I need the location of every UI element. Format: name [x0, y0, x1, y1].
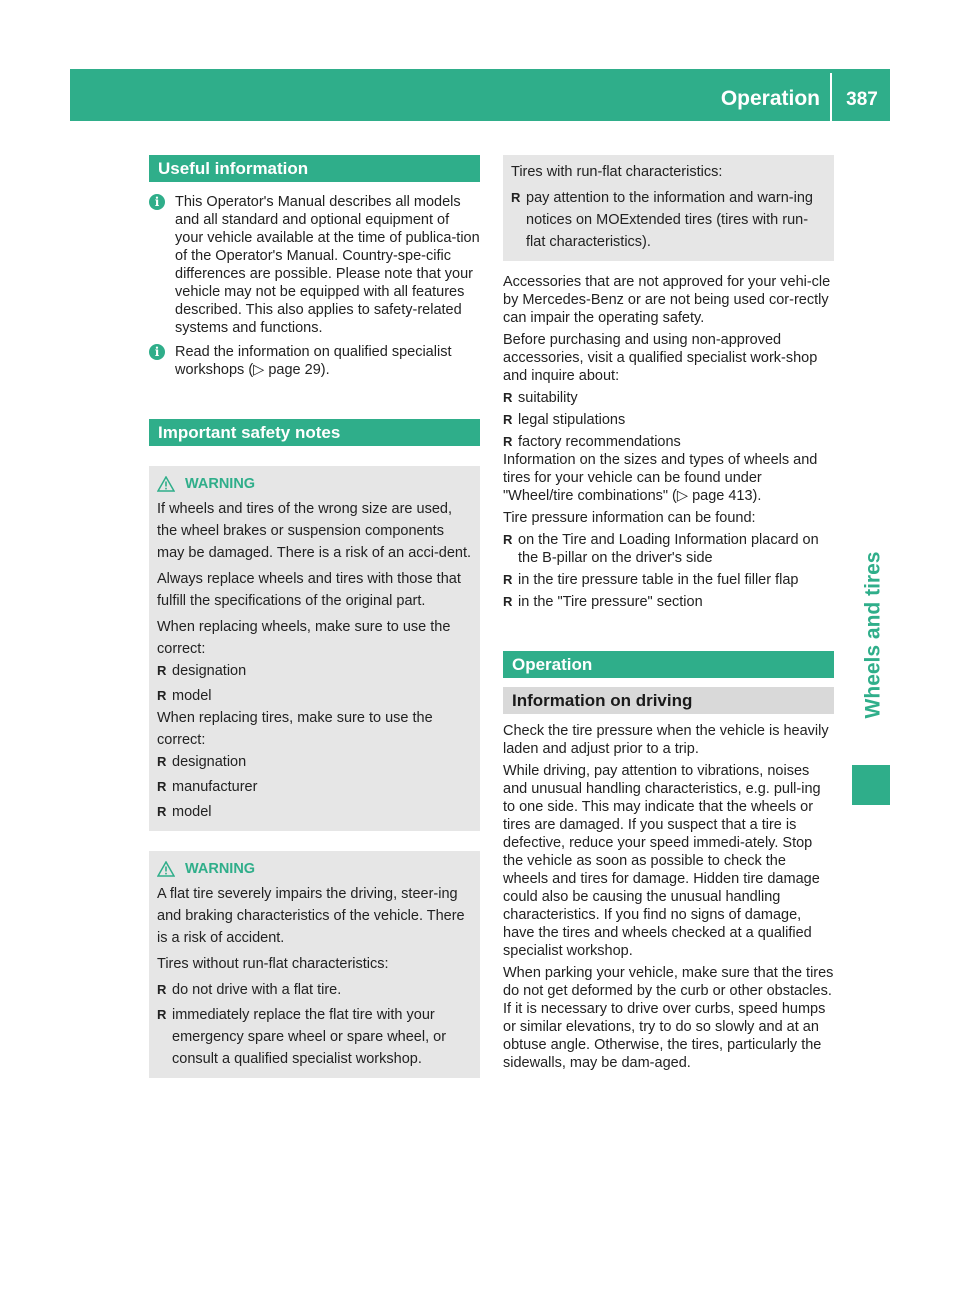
body-text: Tire pressure information can be found: [503, 510, 756, 526]
list-item: R suitability [503, 390, 578, 406]
bullet-list [157, 979, 472, 1070]
info-icon: i [149, 194, 165, 210]
warning-triangle-icon [157, 476, 175, 492]
chapter-marker-block [852, 765, 890, 805]
warning-title: WARNING [185, 861, 256, 877]
bullet-list [503, 531, 834, 611]
warning-text: Tires without run-flat characteristics: [157, 956, 389, 972]
list-item: R in the tire pressure table in the fuel filler flap [503, 572, 799, 588]
chapter-side-tab [855, 520, 891, 750]
list-item: R model [157, 688, 212, 704]
body-text: While driving, pay attention to vibrations, noises and unusual handling characteristics, e.g. pull-ing to one side. This may indicate that the wheels or tires are damaged. If you suspect that a tire is defective, reduce your speed immedi-ately. Stop the vehicle as soon as possible to check the wheels and tires for damage. Hidden tire damage could also be causing the unusual handling characteristics. If you find no signs of damage, have the tires and wheels checked at a qualified specialist workshop. [503, 763, 821, 959]
info-note [149, 193, 480, 337]
list-item: R legal stipulations [503, 412, 626, 428]
left-column [149, 155, 480, 1078]
body-text: Before purchasing and using non-approved accessories, visit a qualified specialist work-shop and inquire about: [503, 332, 818, 384]
body-text: Check the tire pressure when the vehicle is heavily laden and adjust prior to a trip. [503, 723, 829, 757]
warning-continuation-box [503, 155, 834, 261]
section-heading-useful-information: Useful information [149, 155, 480, 182]
warning-text: A flat tire severely impairs the driving, steer-ing and braking characteristics of the vehicle. There is a risk of accident. [157, 886, 465, 946]
box-text: Tires with run-flat characteristics: [511, 164, 723, 180]
info-icon: i [149, 344, 165, 360]
bullet-list [157, 660, 472, 707]
list-item: R manufacturer [157, 779, 258, 795]
warning-text: When replacing wheels, make sure to use the correct: [157, 619, 451, 657]
list-item: R factory recommendations [503, 434, 681, 450]
list-item: R on the Tire and Loading Information placard on the B-pillar on the driver's side [503, 532, 819, 566]
info-note [149, 343, 480, 379]
warning-title: WARNING [185, 476, 256, 492]
bullet-list [503, 389, 834, 451]
list-item: R designation [157, 663, 247, 679]
list-item: R immediately replace the flat tire with your emergency spare wheel or spare wheel, or consult a qualified specialist workshop. [157, 1007, 447, 1067]
list-item: R model [157, 804, 212, 820]
warning-box [149, 851, 480, 1078]
bullet-list [511, 187, 826, 253]
subheading-information-on-driving: Information on driving [503, 687, 834, 714]
chapter-side-tab-label: Wheels and tires [861, 551, 885, 719]
warning-text: Always replace wheels and tires with those that fulfill the specifications of the original part. [157, 571, 461, 609]
warning-triangle-icon [157, 861, 175, 877]
right-column [503, 155, 834, 1072]
body-text: Accessories that are not approved for your vehi-cle by Mercedes-Benz or are not being used cor-rectly can impair the operating safety. [503, 274, 831, 326]
warning-box [149, 466, 480, 831]
info-note-text: Read the information on qualified specialist workshops (▷ page 29). [175, 344, 452, 378]
list-item: R in the "Tire pressure" section [503, 594, 703, 610]
list-item: R pay attention to the information and warn-ing notices on MOExtended tires (tires with run-flat characteristics). [511, 190, 813, 250]
page-header [70, 69, 890, 121]
page-number: 387 [846, 89, 878, 110]
warning-text: When replacing tires, make sure to use the correct: [157, 710, 433, 748]
section-heading-important-safety-notes: Important safety notes [149, 419, 480, 446]
list-item: R do not drive with a flat tire. [157, 982, 342, 998]
warning-text: If wheels and tires of the wrong size are used, the wheel brakes or suspension components may be damaged. There is a risk of an acci-dent. [157, 501, 472, 561]
header-divider [830, 73, 832, 121]
body-text: Information on the sizes and types of wheels and tires for your vehicle can be found under "Wheel/tire combinations" (▷ page 413). [503, 452, 818, 504]
body-text: When parking your vehicle, make sure that the tires do not get deformed by the curb or other obstacles. If it is necessary to drive over curbs, speed humps or similar elevations, try to do so slowly and at an obtuse angle. Otherwise, the tires, particularly the sidewalls, may be dam-aged. [503, 965, 834, 1071]
header-section-title: Operation [720, 87, 820, 110]
bullet-list [157, 751, 472, 823]
section-heading-operation: Operation [503, 651, 834, 678]
list-item: R designation [157, 754, 247, 770]
info-note-text: This Operator's Manual describes all models and all standard and optional equipment of your vehicle available at the time of publica-tion of the Operator's Manual. Country-spe-cific differences are possible. Please note that your vehicle may not be equipped with all features described. This also applies to safety-related systems and functions. [175, 194, 480, 336]
